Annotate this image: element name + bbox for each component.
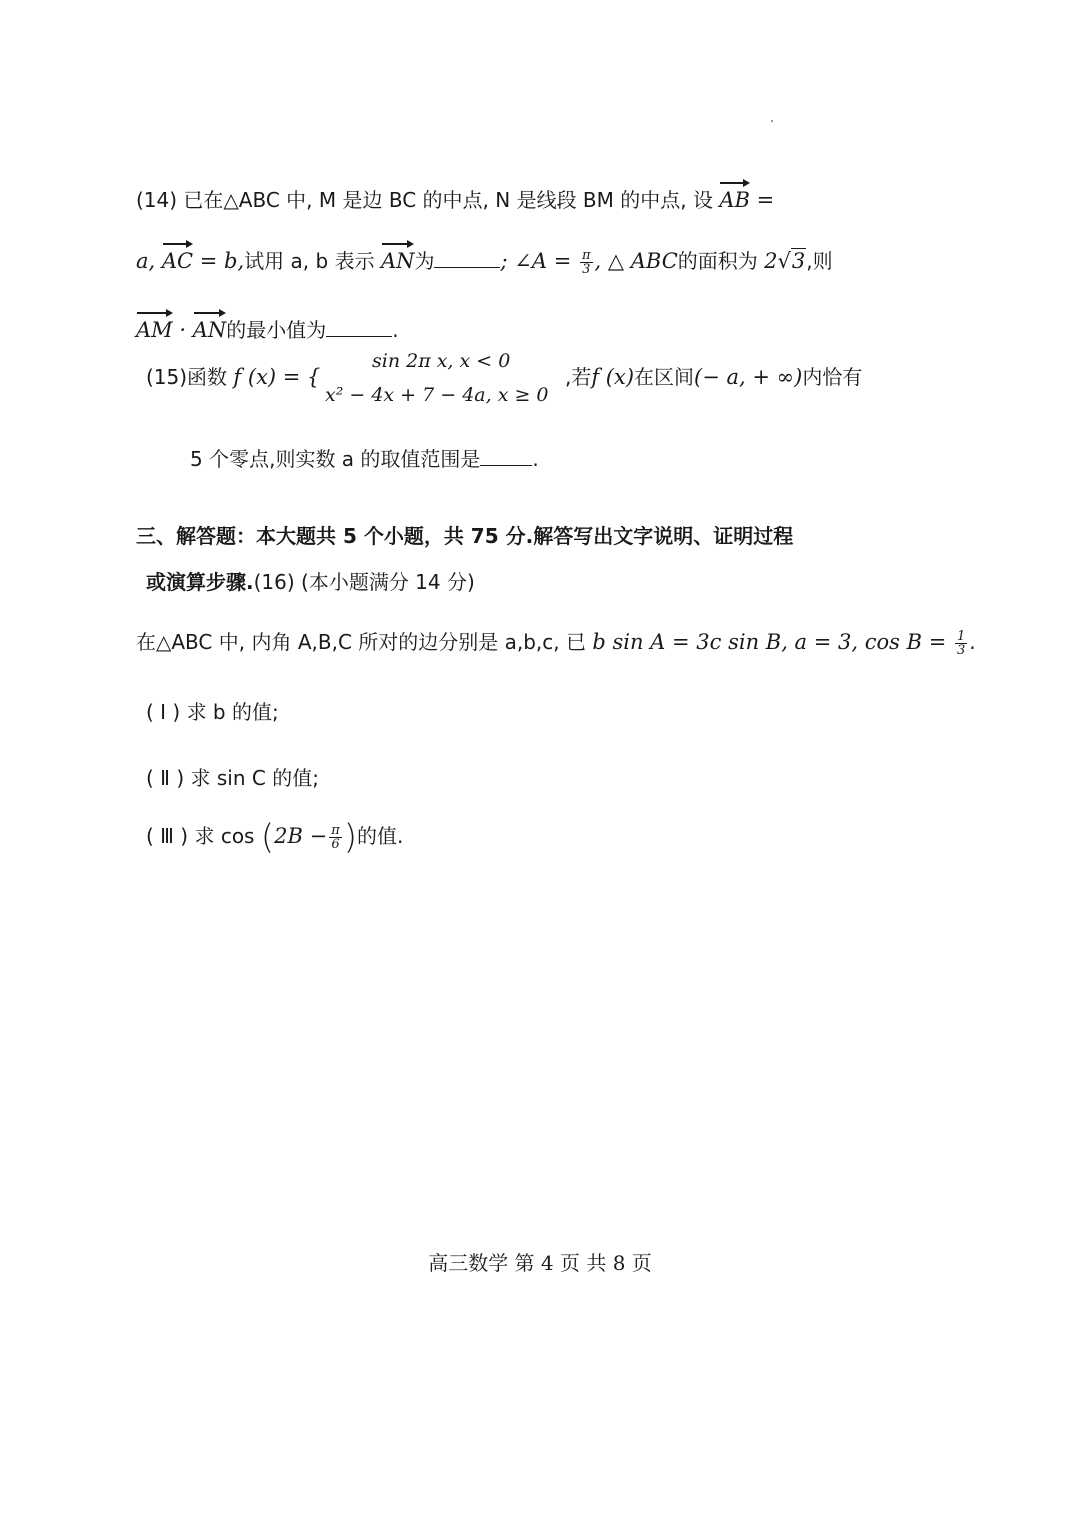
- vector-an-2: AN: [193, 312, 227, 344]
- q15-function: f (x) = {: [233, 365, 321, 389]
- q15-zai: 在区间: [634, 365, 695, 389]
- q14-two: 2: [764, 249, 778, 273]
- q15-period: .: [532, 447, 539, 471]
- q15-prefix: (15)函数: [146, 365, 234, 389]
- vector-am: AM: [136, 312, 173, 344]
- q15-function-2: f (x): [591, 365, 635, 389]
- q14-period: .: [392, 318, 399, 342]
- q14-line3: [136, 312, 399, 344]
- q16-part2: [146, 764, 319, 792]
- q14-eq2: =: [547, 249, 578, 273]
- q14-a: a,: [136, 249, 162, 273]
- q16-stem-text: 在△ABC 中, 内角 A,B,C 所对的边分别是 a,b,c, 已: [136, 630, 593, 654]
- q14-line1: [136, 182, 774, 214]
- q14-triangle: , △: [594, 249, 631, 273]
- q15-case1: [372, 350, 510, 372]
- page-footer: [0, 1249, 1080, 1277]
- section-title-text: 三、解答题：本大题共 5 个小题，共 75 分.解答写出文字说明、证明过程: [136, 524, 794, 548]
- q16-part3-suffix: 的值.: [357, 824, 404, 848]
- frac-den: 3: [582, 262, 591, 277]
- q15-line2: [190, 445, 539, 473]
- q14-ze: ,则: [806, 249, 833, 273]
- sqrt-3: √3: [777, 249, 806, 273]
- q16-part3: [146, 817, 404, 858]
- left-paren: (: [260, 817, 275, 858]
- dot-product: ·: [172, 318, 193, 342]
- answer-blank-2[interactable]: [326, 316, 392, 337]
- frac-num: 1: [956, 629, 966, 644]
- frac-den: 6: [331, 837, 340, 852]
- q15-nei: 内恰有: [802, 365, 863, 389]
- q16-part3-expr: 2B −: [274, 824, 328, 848]
- q16-condition: b sin A = 3c sin B, a = 3, cos B =: [592, 630, 953, 654]
- q15-case2: [325, 384, 549, 406]
- q14-angle-a: A: [531, 249, 548, 273]
- q16-part2-text: ( Ⅱ ) 求 sin C 的值;: [146, 766, 319, 790]
- vector-an: AN: [381, 243, 415, 275]
- fraction-pi-over-6: [329, 824, 342, 851]
- footer-text: 高三数学 第 4 页 共 8 页: [428, 1251, 652, 1275]
- frac-num: π: [581, 248, 591, 263]
- q16-header: (16) (本小题满分 14 分): [253, 570, 475, 594]
- q14-line2: [136, 243, 833, 276]
- fraction-pi-over-3: [580, 249, 593, 276]
- radicand: 3: [791, 249, 806, 273]
- vector-ac: AC: [162, 243, 193, 275]
- fraction-1-over-3: [955, 630, 967, 657]
- q15-interval: (− a, + ∞): [694, 365, 803, 389]
- vector-ab: AB: [719, 182, 750, 214]
- section-title: [136, 522, 793, 550]
- right-paren: ): [343, 817, 357, 858]
- frac-num: π: [331, 823, 340, 838]
- q15-line1-right: [565, 363, 862, 391]
- answer-blank-3[interactable]: [480, 445, 532, 466]
- q16-stem: [136, 628, 976, 657]
- case-2: x² − 4x + 7 − 4a, x ≥ 0: [325, 384, 549, 406]
- q15-ruo: ,若: [565, 365, 592, 389]
- q16-part3-prefix: ( Ⅲ ) 求 cos: [146, 824, 261, 848]
- q14-min-text: 的最小值为: [226, 318, 327, 342]
- q14-mid-text: 试用 a, b 表示: [244, 249, 381, 273]
- case-1: sin 2π x, x < 0: [372, 350, 511, 372]
- q14-angle-sign: ; ∠: [500, 249, 532, 273]
- q14-eq1: =: [749, 188, 775, 212]
- section-title2: 或演算步骤.: [146, 570, 254, 594]
- answer-blank-1[interactable]: [434, 247, 500, 268]
- q14-wei: 为: [414, 249, 435, 273]
- q16-part1: [146, 698, 279, 726]
- frac-den: 3: [956, 643, 966, 658]
- scan-speck: [771, 120, 773, 122]
- q16-part1-text: ( Ⅰ ) 求 b 的值;: [146, 700, 279, 724]
- q14-area-text: 的面积为: [677, 249, 765, 273]
- q14-eq-b: = b,: [193, 249, 245, 273]
- section-title-line2: [146, 568, 475, 596]
- q14-abc: ABC: [630, 249, 678, 273]
- q15-line2-text: 5 个零点,则实数 a 的取值范围是: [190, 447, 481, 471]
- q14-prefix: (14) 已在△ABC 中, M 是边 BC 的中点, N 是线段 BM 的中点, 设: [136, 188, 720, 212]
- q16-period: .: [969, 630, 976, 654]
- q15-line1: [146, 363, 320, 391]
